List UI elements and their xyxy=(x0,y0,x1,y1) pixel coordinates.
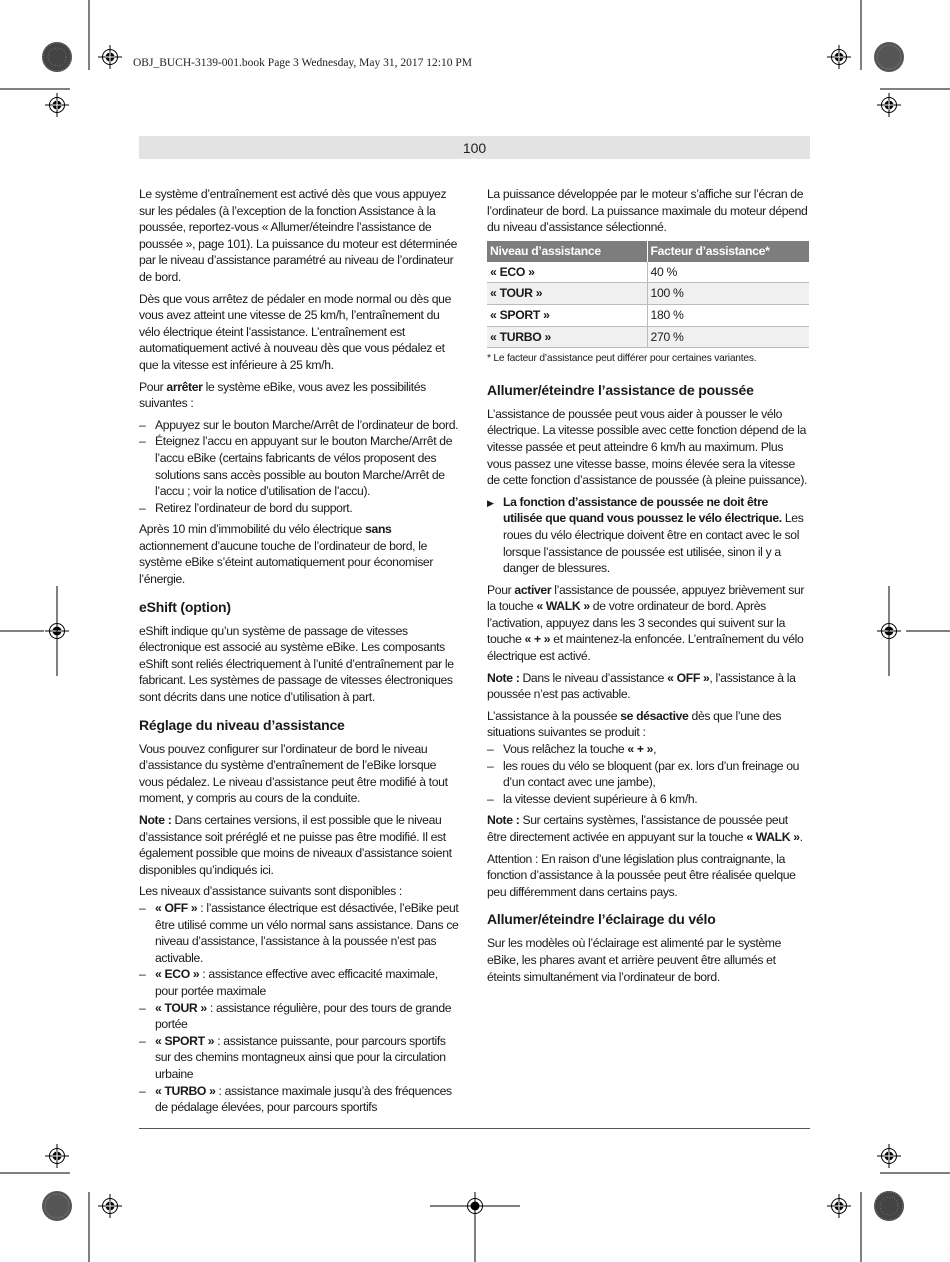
section-heading-eshift: eShift (option) xyxy=(139,598,231,615)
section-heading-push-assist: Allumer/éteindre l’assistance de poussée xyxy=(487,381,754,398)
list-item: – Vous relâchez la touche « + », xyxy=(487,741,809,758)
rosette-top-right xyxy=(874,42,904,72)
paragraph: Pour arrêter le système eBike, vous avez les possibilités suivantes : xyxy=(139,379,426,411)
assistance-levels-list xyxy=(139,900,461,1116)
file-info-header: OBJ_BUCH-3139-001.book Page 3 Wednesday, May 31, 2017 12:10 PM xyxy=(133,57,472,69)
table-cell: 180 % xyxy=(647,304,809,326)
footer-rule xyxy=(139,1128,810,1129)
list-item: – Appuyez sur le bouton Marche/Arrêt de l’ordinateur de bord. xyxy=(139,417,461,434)
list-item: – « TOUR » : assistance régulière, pour des tours de grande portée xyxy=(139,1000,461,1033)
deactivation-list xyxy=(487,741,809,807)
crosshair-icon xyxy=(827,1194,851,1218)
rosette-bottom-right xyxy=(874,1191,904,1221)
stop-options-list xyxy=(139,417,461,517)
crosshair-icon xyxy=(98,1194,122,1218)
paragraph: Attention : En raison d’une législation plus contraignante, la fonction d’assistance à la poussée peut être réalisée quelque peu différemment dans certains pays. xyxy=(487,851,796,899)
crosshair-icon xyxy=(877,1144,901,1168)
table-cell: 100 % xyxy=(647,283,809,305)
rosette-top-left xyxy=(42,42,72,72)
list-item: – Retirez l’ordinateur de bord du support. xyxy=(139,500,461,517)
crosshair-icon xyxy=(98,45,122,69)
page-number: 100 xyxy=(462,140,487,156)
table-row xyxy=(487,283,809,305)
list-item: – « OFF » : l’assistance électrique est désactivée, l’eBike peut être utilisé comme un vélo normal sans assistance. Dans ce niveau d’assistance, l’assistance à la poussée n’est pas activable. xyxy=(139,900,461,966)
paragraph: Le système d’entraînement est activé dès que vous appuyez sur les pédales (à l’exception de la fonction Assistance à la poussée, reportez-vous « Allumer/éteindre l’assistance de poussée », page 101). La puissance du moteur est déterminée par le niveau d’assistance paramétré au niveau de l’ordinateur de bord. xyxy=(139,187,458,284)
table-cell: « ECO » xyxy=(487,262,647,283)
rosette-bottom-left xyxy=(42,1191,72,1221)
table-row xyxy=(487,326,809,348)
paragraph: eShift indique qu’un système de passage de vitesses électronique est associé au système eBike. Les composants eShift sont reliés électriquement à l’unité d’entraînement par le fabricant. Les systèmes de passage de vitesses électroniques sont décrits dans une notice d’utilisation à part. xyxy=(139,623,454,705)
paragraph: Sur les modèles où l’éclairage est alimenté par le système eBike, les phares avant et arrière peuvent être allumés et éteints simultanément via l’ordinateur de bord. xyxy=(487,936,782,984)
list-item: – la vitesse devient supérieure à 6 km/h. xyxy=(487,791,809,808)
crosshair-icon xyxy=(827,45,851,69)
table-header-row xyxy=(487,241,809,262)
table-footnote: * Le facteur d’assistance peut différer pour certaines variantes. xyxy=(487,353,757,365)
paragraph: L’assistance de poussée peut vous aider à pousser le vélo électrique. La vitesse possible avec cette fonction dépend de la vitesse passée et peut atteindre 6 km/h au maximum. Plus vous passez une vitesse basse, moins élevée sera la vitesse de cette fonction d’assistance de poussée (à pleine puissance). xyxy=(487,406,808,488)
table-header: Niveau d’assistance xyxy=(487,241,647,262)
crosshair-icon xyxy=(877,619,901,643)
table-cell: « SPORT » xyxy=(487,304,647,326)
list-item: – Éteignez l’accu en appuyant sur le bouton Marche/Arrêt de l’accu eBike (certains fabricants de vélos proposent des solutions sans accès possible au bouton Marche/Arrêt de l’accu ; voir la notice d’utilisation de l’accu). xyxy=(139,433,461,499)
section-heading-reglage: Réglage du niveau d’assistance xyxy=(139,716,345,733)
paragraph: Vous pouvez configurer sur l’ordinateur de bord le niveau d’assistance du système d’entraînement de l’eBike lorsque vous pédalez. Le niveau d’assistance peut être modifié à tout moment, y compris au cours de la conduite. xyxy=(139,741,448,806)
list-item: – « ECO » : assistance effective avec efficacité maximale, pour portée maximale xyxy=(139,966,461,999)
table-cell: « TOUR » xyxy=(487,283,647,305)
table-header: Facteur d’assistance* xyxy=(647,241,809,262)
paragraph: Dès que vous arrêtez de pédaler en mode normal ou dès que vous avez atteint une vitesse de 25 km/h, l’entraînement du vélo électrique éteint l’assistance. L’entraînement est automatiquement activé à nouveau dès que vous pédalez et que la vitesse est inférieure à 25 km/h. xyxy=(139,291,452,372)
table-cell: 270 % xyxy=(647,326,809,348)
crosshair-icon xyxy=(45,1144,69,1168)
right-column xyxy=(487,186,809,990)
note-paragraph: Note : Dans certaines versions, il est possible que le niveau d’assistance soit préréglé et ne puisse pas être modifié. Il est également possible que moins de niveaux d’assistance soient disponibles qu’indiqués ici. xyxy=(139,813,452,877)
warning-notice: ▶ La fonction d’assistance de poussée ne doit être utilisée que quand vous poussez le vélo électrique. Les roues du vélo électrique doivent être en contact avec le sol lorsque l’assistance de poussée est utilisée, sinon il y a danger de blessures. xyxy=(487,494,809,577)
list-item: – les roues du vélo se bloquent (par ex. lors d’un freinage ou d’un contact avec une jambe), xyxy=(487,758,809,791)
list-item: – « TURBO » : assistance maximale jusqu’à des fréquences de pédalage élevées, pour parcours sportifs xyxy=(139,1083,461,1116)
crosshair-icon xyxy=(463,1194,487,1218)
table-row xyxy=(487,304,809,326)
note-paragraph: Note : Sur certains systèmes, l’assistance de poussée peut être directement activée en appuyant sur la touche « WALK ». xyxy=(487,813,803,844)
note-paragraph: Note : Dans le niveau d’assistance « OFF », l’assistance à la poussée n’est pas activable. xyxy=(487,670,796,702)
paragraph: La puissance développée par le moteur s’affiche sur l’écran de l’ordinateur de bord. La puissance maximale du moteur dépend du niveau d’assistance sélectionné. xyxy=(487,187,808,235)
section-heading-lighting: Allumer/éteindre l’éclairage du vélo xyxy=(487,911,716,928)
assistance-factor-table xyxy=(487,241,809,348)
list-item: – « SPORT » : assistance puissante, pour parcours sportifs sur des chemins montagneux ainsi que pour la circulation urbaine xyxy=(139,1033,461,1083)
left-column xyxy=(139,186,461,1121)
paragraph: Les niveaux d’assistance suivants sont disponibles : xyxy=(139,884,402,899)
paragraph: Pour activer l’assistance de poussée, appuyez brièvement sur la touche « WALK » de votre ordinateur de bord. Après l’activation, appuyez dans les 3 secondes qui suivent sur la touche « + » et maintenez-la enfoncée. L’entraînement du vélo électrique est activé. xyxy=(487,582,805,664)
paragraph: Après 10 min d’immobilité du vélo électrique sans actionnement d’aucune touche de l’ordinateur de bord, le système eBike s’éteint automatiquement pour économiser l’énergie. xyxy=(139,522,434,587)
table-cell: 40 % xyxy=(647,262,809,283)
crosshair-icon xyxy=(45,93,69,117)
table-cell: « TURBO » xyxy=(487,326,647,348)
crosshair-icon xyxy=(877,93,901,117)
table-row xyxy=(487,262,809,283)
paragraph: L’assistance à la poussée se désactive dès que l’une des situations suivantes se produit : xyxy=(487,708,782,740)
crosshair-icon xyxy=(45,619,69,643)
